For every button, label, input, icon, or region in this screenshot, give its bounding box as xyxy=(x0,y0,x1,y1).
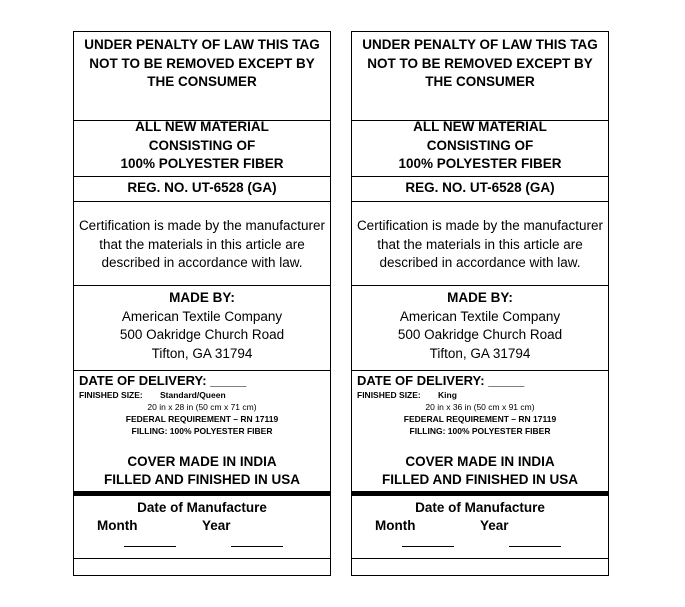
certification-line: that the materials in this article are xyxy=(377,236,583,252)
material-line: CONSISTING OF xyxy=(426,137,534,153)
federal-requirement: FEDERAL REQUIREMENT – RN 17119 xyxy=(125,414,279,424)
federal-requirement: FEDERAL REQUIREMENT – RN 17119 xyxy=(403,414,557,424)
law-tag-left xyxy=(73,31,331,576)
material-line: CONSISTING OF xyxy=(148,137,256,153)
made-by-section xyxy=(74,286,330,371)
material-section xyxy=(352,116,608,177)
finished-size-label: FINISHED SIZE: xyxy=(357,390,421,400)
warning-line: UNDER PENALTY OF LAW THIS TAG xyxy=(84,37,320,52)
manufacture-section xyxy=(74,496,330,559)
origin-line: COVER MADE IN INDIA xyxy=(405,454,555,469)
warning-line: NOT TO BE REMOVED EXCEPT BY xyxy=(367,55,593,71)
material-line: ALL NEW MATERIAL xyxy=(413,119,547,134)
delivery-section xyxy=(352,371,608,496)
filling: FILLING: 100% POLYESTER FIBER xyxy=(131,426,273,436)
certification-line: Certification is made by the manufacturer xyxy=(78,218,326,233)
warning-line: THE CONSUMER xyxy=(425,74,535,89)
finished-size-value: King xyxy=(438,390,457,400)
registration-number: REG. NO. UT-6528 (GA) xyxy=(74,177,330,202)
year-label: Year xyxy=(202,518,231,533)
warning-line: UNDER PENALTY OF LAW THIS TAG xyxy=(362,37,598,52)
certification-line: Certification is made by the manufacturer xyxy=(356,218,604,233)
manufacture-section xyxy=(352,496,608,559)
origin-line: FILLED AND FINISHED IN USA xyxy=(381,472,578,487)
made-by-section xyxy=(352,286,608,371)
warning-line: THE CONSUMER xyxy=(147,74,257,89)
origin-statement xyxy=(74,453,330,489)
manufacture-title: Date of Manufacture xyxy=(415,500,545,515)
month-label: Month xyxy=(375,518,416,533)
month-label: Month xyxy=(97,518,138,533)
company-address: 500 Oakridge Church Road xyxy=(119,327,285,342)
dimensions: 20 in x 28 in (50 cm x 71 cm) xyxy=(147,402,257,412)
year-label: Year xyxy=(480,518,509,533)
month-blank-line xyxy=(402,546,454,547)
material-line: 100% POLYESTER FIBER xyxy=(398,156,562,171)
warning-section xyxy=(74,32,330,121)
delivery-section xyxy=(74,371,330,496)
material-line: 100% POLYESTER FIBER xyxy=(120,156,284,171)
company-name: American Textile Company xyxy=(121,308,283,324)
manufacture-title: Date of Manufacture xyxy=(137,500,267,515)
filling: FILLING: 100% POLYESTER FIBER xyxy=(409,426,551,436)
material-section xyxy=(74,116,330,177)
delivery-label: DATE OF DELIVERY: _____ xyxy=(357,373,525,388)
certification-section xyxy=(74,201,330,286)
origin-line: COVER MADE IN INDIA xyxy=(127,454,277,469)
company-city: Tifton, GA 31794 xyxy=(429,345,531,361)
made-by-label: MADE BY: xyxy=(447,290,513,305)
warning-line: NOT TO BE REMOVED EXCEPT BY xyxy=(89,55,315,71)
company-city: Tifton, GA 31794 xyxy=(151,345,253,361)
company-address: 500 Oakridge Church Road xyxy=(397,327,563,342)
finished-size-value: Standard/Queen xyxy=(160,390,226,400)
company-name: American Textile Company xyxy=(399,308,561,324)
registration-number: REG. NO. UT-6528 (GA) xyxy=(352,177,608,202)
certification-section xyxy=(352,201,608,286)
month-blank-line xyxy=(124,546,176,547)
origin-statement xyxy=(352,453,608,489)
material-line: ALL NEW MATERIAL xyxy=(135,119,269,134)
finished-size-label: FINISHED SIZE: xyxy=(79,390,143,400)
delivery-label: DATE OF DELIVERY: _____ xyxy=(79,373,247,388)
certification-line: described in accordance with law. xyxy=(101,255,303,270)
dimensions: 20 in x 36 in (50 cm x 91 cm) xyxy=(425,402,535,412)
certification-line: described in accordance with law. xyxy=(379,255,581,270)
warning-section xyxy=(352,32,608,121)
certification-line: that the materials in this article are xyxy=(99,236,305,252)
year-blank-line xyxy=(231,546,283,547)
law-tag-right xyxy=(351,31,609,576)
origin-line: FILLED AND FINISHED IN USA xyxy=(103,472,300,487)
made-by-label: MADE BY: xyxy=(169,290,235,305)
year-blank-line xyxy=(509,546,561,547)
